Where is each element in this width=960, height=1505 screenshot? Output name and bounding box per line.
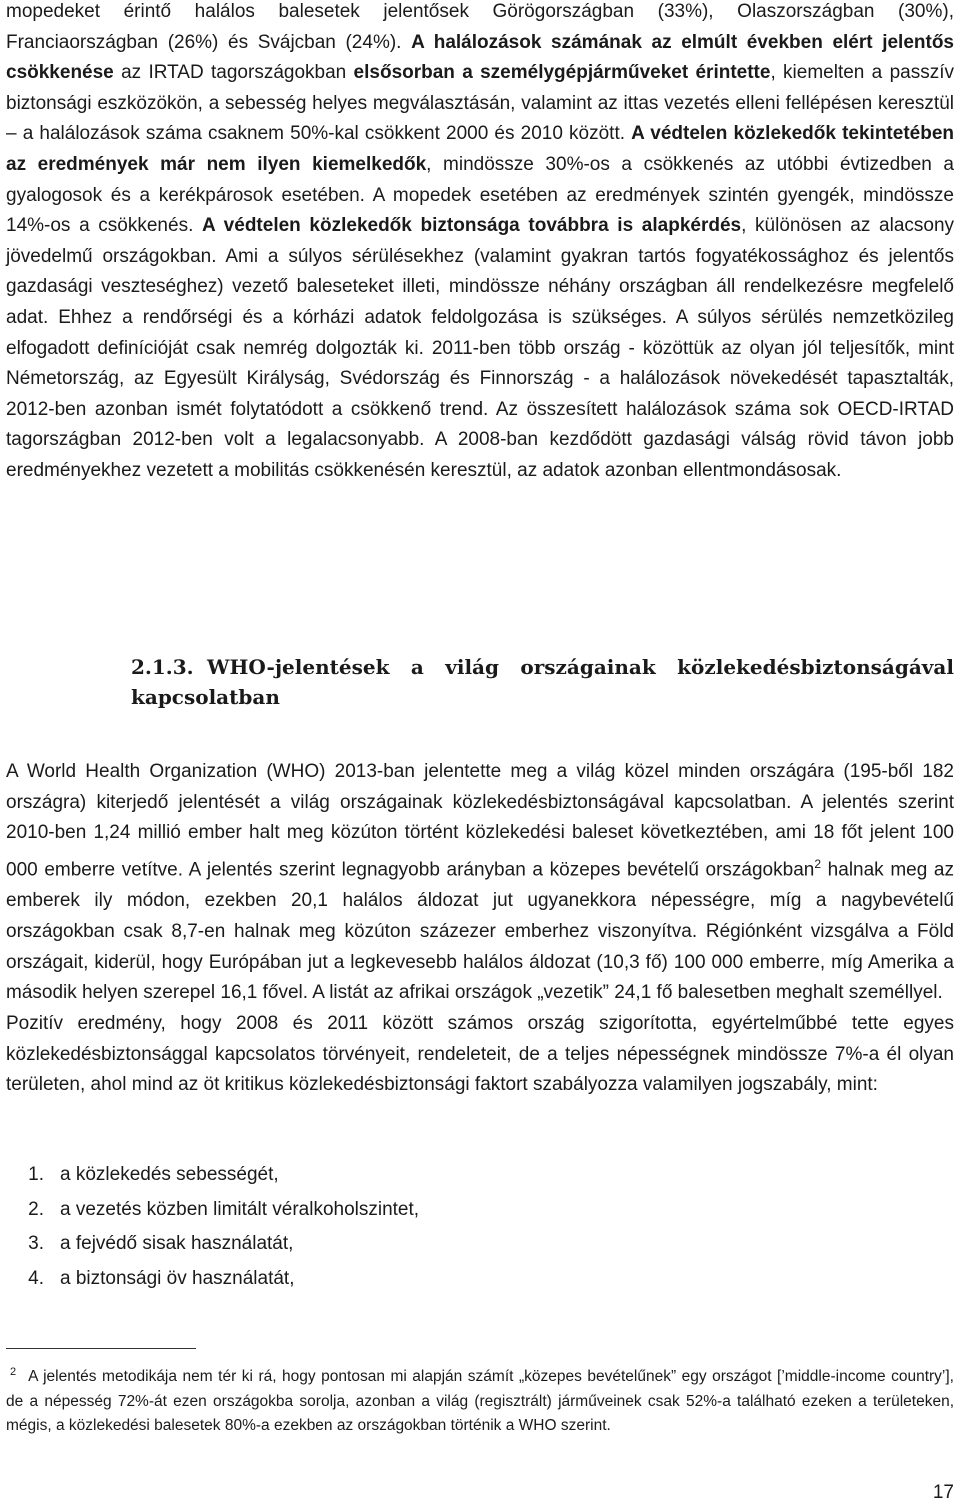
factor-list <box>6 1158 954 1296</box>
list-number: 3. <box>28 1233 44 1254</box>
list-item-text: a biztonsági öv használatát, <box>60 1267 295 1289</box>
paragraph-irtad <box>6 0 954 487</box>
paragraph-who <box>6 757 954 1101</box>
list-item-text: a vezetés közben limitált véralkoholszintet, <box>60 1198 420 1220</box>
list-number: 1. <box>28 1164 44 1185</box>
list-item <box>6 1262 954 1297</box>
list-number: 2. <box>28 1198 44 1220</box>
list-item-text: a fejvédő sisak használatát, <box>60 1233 294 1254</box>
text-run: , különösen az alacsony jövedelmű országokban. Ami a súlyos sérülésekhez (valamint gyakran tartós fogyatékossághoz és jelentős gazdasági veszteséghez) vezető baleseteket illeti, mindössze néhány országban áll rendelkezésre megfelelő adat. Ehhez a rendőrségi és a kórházi adatok feldolgozása is szükséges. A súlyos sérülés nemzetközileg elfogadott definícióját csak nemrég dolgozták ki. 2011-ben több ország - közöttük az olyan jól teljesítők, mint Németország, az Egyesült Királyság, Svédország és Finnország - a halálozások növekedését tapasztalták, 2012-ben azonban ismét folytatódott a csökkenő trend. Az összesített halálozások száma sok OECD-IRTAD tagországban 2012-ben volt a legalacsonyabb. A 2008-ban kezdődött gazdasági válság rövid távon jobb eredményekhez vezetett a mobilitás csökkenésén keresztül, az adatok azonban ellentmondásosak. <box>6 215 955 481</box>
footnote <box>6 1360 954 1439</box>
section-heading <box>131 652 954 712</box>
list-item <box>6 1227 954 1262</box>
list-number: 4. <box>28 1267 44 1289</box>
section-number: 2.1.3. <box>131 655 194 679</box>
bold-text: A védtelen közlekedők biztonsága továbbra is alapkérdés <box>202 215 742 237</box>
text-run: , mindössze 30%-os a csökkenés az utóbbi évtizedben a gyalogosok és a kerékpárosok esetében. A mopedek esetében az eredmények szintén gyengék, mindössze 14%-os a csökkenés. <box>6 153 954 237</box>
bold-text: elsősorban a személygépjárműveket érintette <box>353 62 771 84</box>
footnote-separator <box>6 1348 196 1349</box>
text-run: mopedeket érintő halálos balesetek jelentősek Görögországban (33%), Olaszországban (30%), Franciaországban (26%) és Svájcban (24%). <box>6 1 954 53</box>
list-item <box>6 1193 954 1228</box>
text-run: A World Health Organization (WHO) 2013-ban jelentette meg a világ közel minden országára (195-ből 182 országra) kiterjedő jelentését a világ országainak közlekedésbiztonságával kapcsolatban. A jelentés szerint 2010-ben 1,24 millió ember halt meg közúton történt közlekedési baleset következtében, ami 18 főt jelent 100 000 emberre vetítve. A jelentés szerint legnagyobb arányban a közepes bevételű országokban <box>6 761 954 881</box>
text-run: Pozitív eredmény, hogy 2008 és 2011 között számos ország szigorította, egyértelműbbé tette egyes közlekedésbiztonsággal kapcsolatos törvényeit, rendeleteit, de a teljes népességnek mindössze 7%-a él olyan területen, ahol mind az öt kritikus közlekedésbiztonsági faktort szabályozza valamilyen jogszabály, mint: <box>6 1012 954 1096</box>
footnote-text: A jelentés metodikája nem tér ki rá, hogy pontosan mi alapján számít „közepes bevételűnek” egy országot [’middle-income country’], de a népesség 72%-át ezen országokba sorolja, azonban a világ (regisztrált) járműveinek csak 52%-a található ezeken a területeken, mégis, a közlekedési balesetek 80%-a ezekben az országokban történik a WHO szerint. <box>6 1368 954 1434</box>
section-title: WHO-jelentések a világ országainak közlekedésbiztonságával kapcsolatban <box>131 655 954 709</box>
footnote-reference[interactable]: 2 <box>814 857 822 872</box>
text-run: halnak meg az emberek ily módon, ezekben 20,1 halálos áldozat jut ugyanekkora népességre, míg a nagybevételű országokban csak 8,7-en halnak meg közúton százezer emberhez viszonyítva. Régiónként vizsgálva a Föld országait, kiderül, hogy Európában jut a legkevesebb halálos áldozat (10,3 fő) 100 000 emberre, míg Amerika a második helyen szerepel 16,1 fővel. A listát az afrikai országok „vezetik” 24,1 fő balesetben meghalt személlyel. <box>6 859 954 1004</box>
footnote-mark: 2 <box>10 1366 17 1378</box>
text-run: , kiemelten a passzív biztonsági eszközökön, a sebesség helyes megválasztásán, valamint az ittas vezetés elleni fellépésen keresztül – a halálozások száma csaknem 50%-kal csökkent 2000 és 2010 között. <box>6 62 954 145</box>
text-run: az IRTAD tagországokban <box>113 62 354 84</box>
list-item <box>6 1158 954 1193</box>
list-item-text: a közlekedés sebességét, <box>60 1164 279 1185</box>
page-number: 17 <box>932 1482 954 1503</box>
bold-text: A védtelen közlekedők tekintetében az eredmények már nem ilyen kiemelkedők <box>6 123 954 175</box>
bold-text: A halálozások számának az elmúlt években elért jelentős csökkenése <box>6 31 954 84</box>
